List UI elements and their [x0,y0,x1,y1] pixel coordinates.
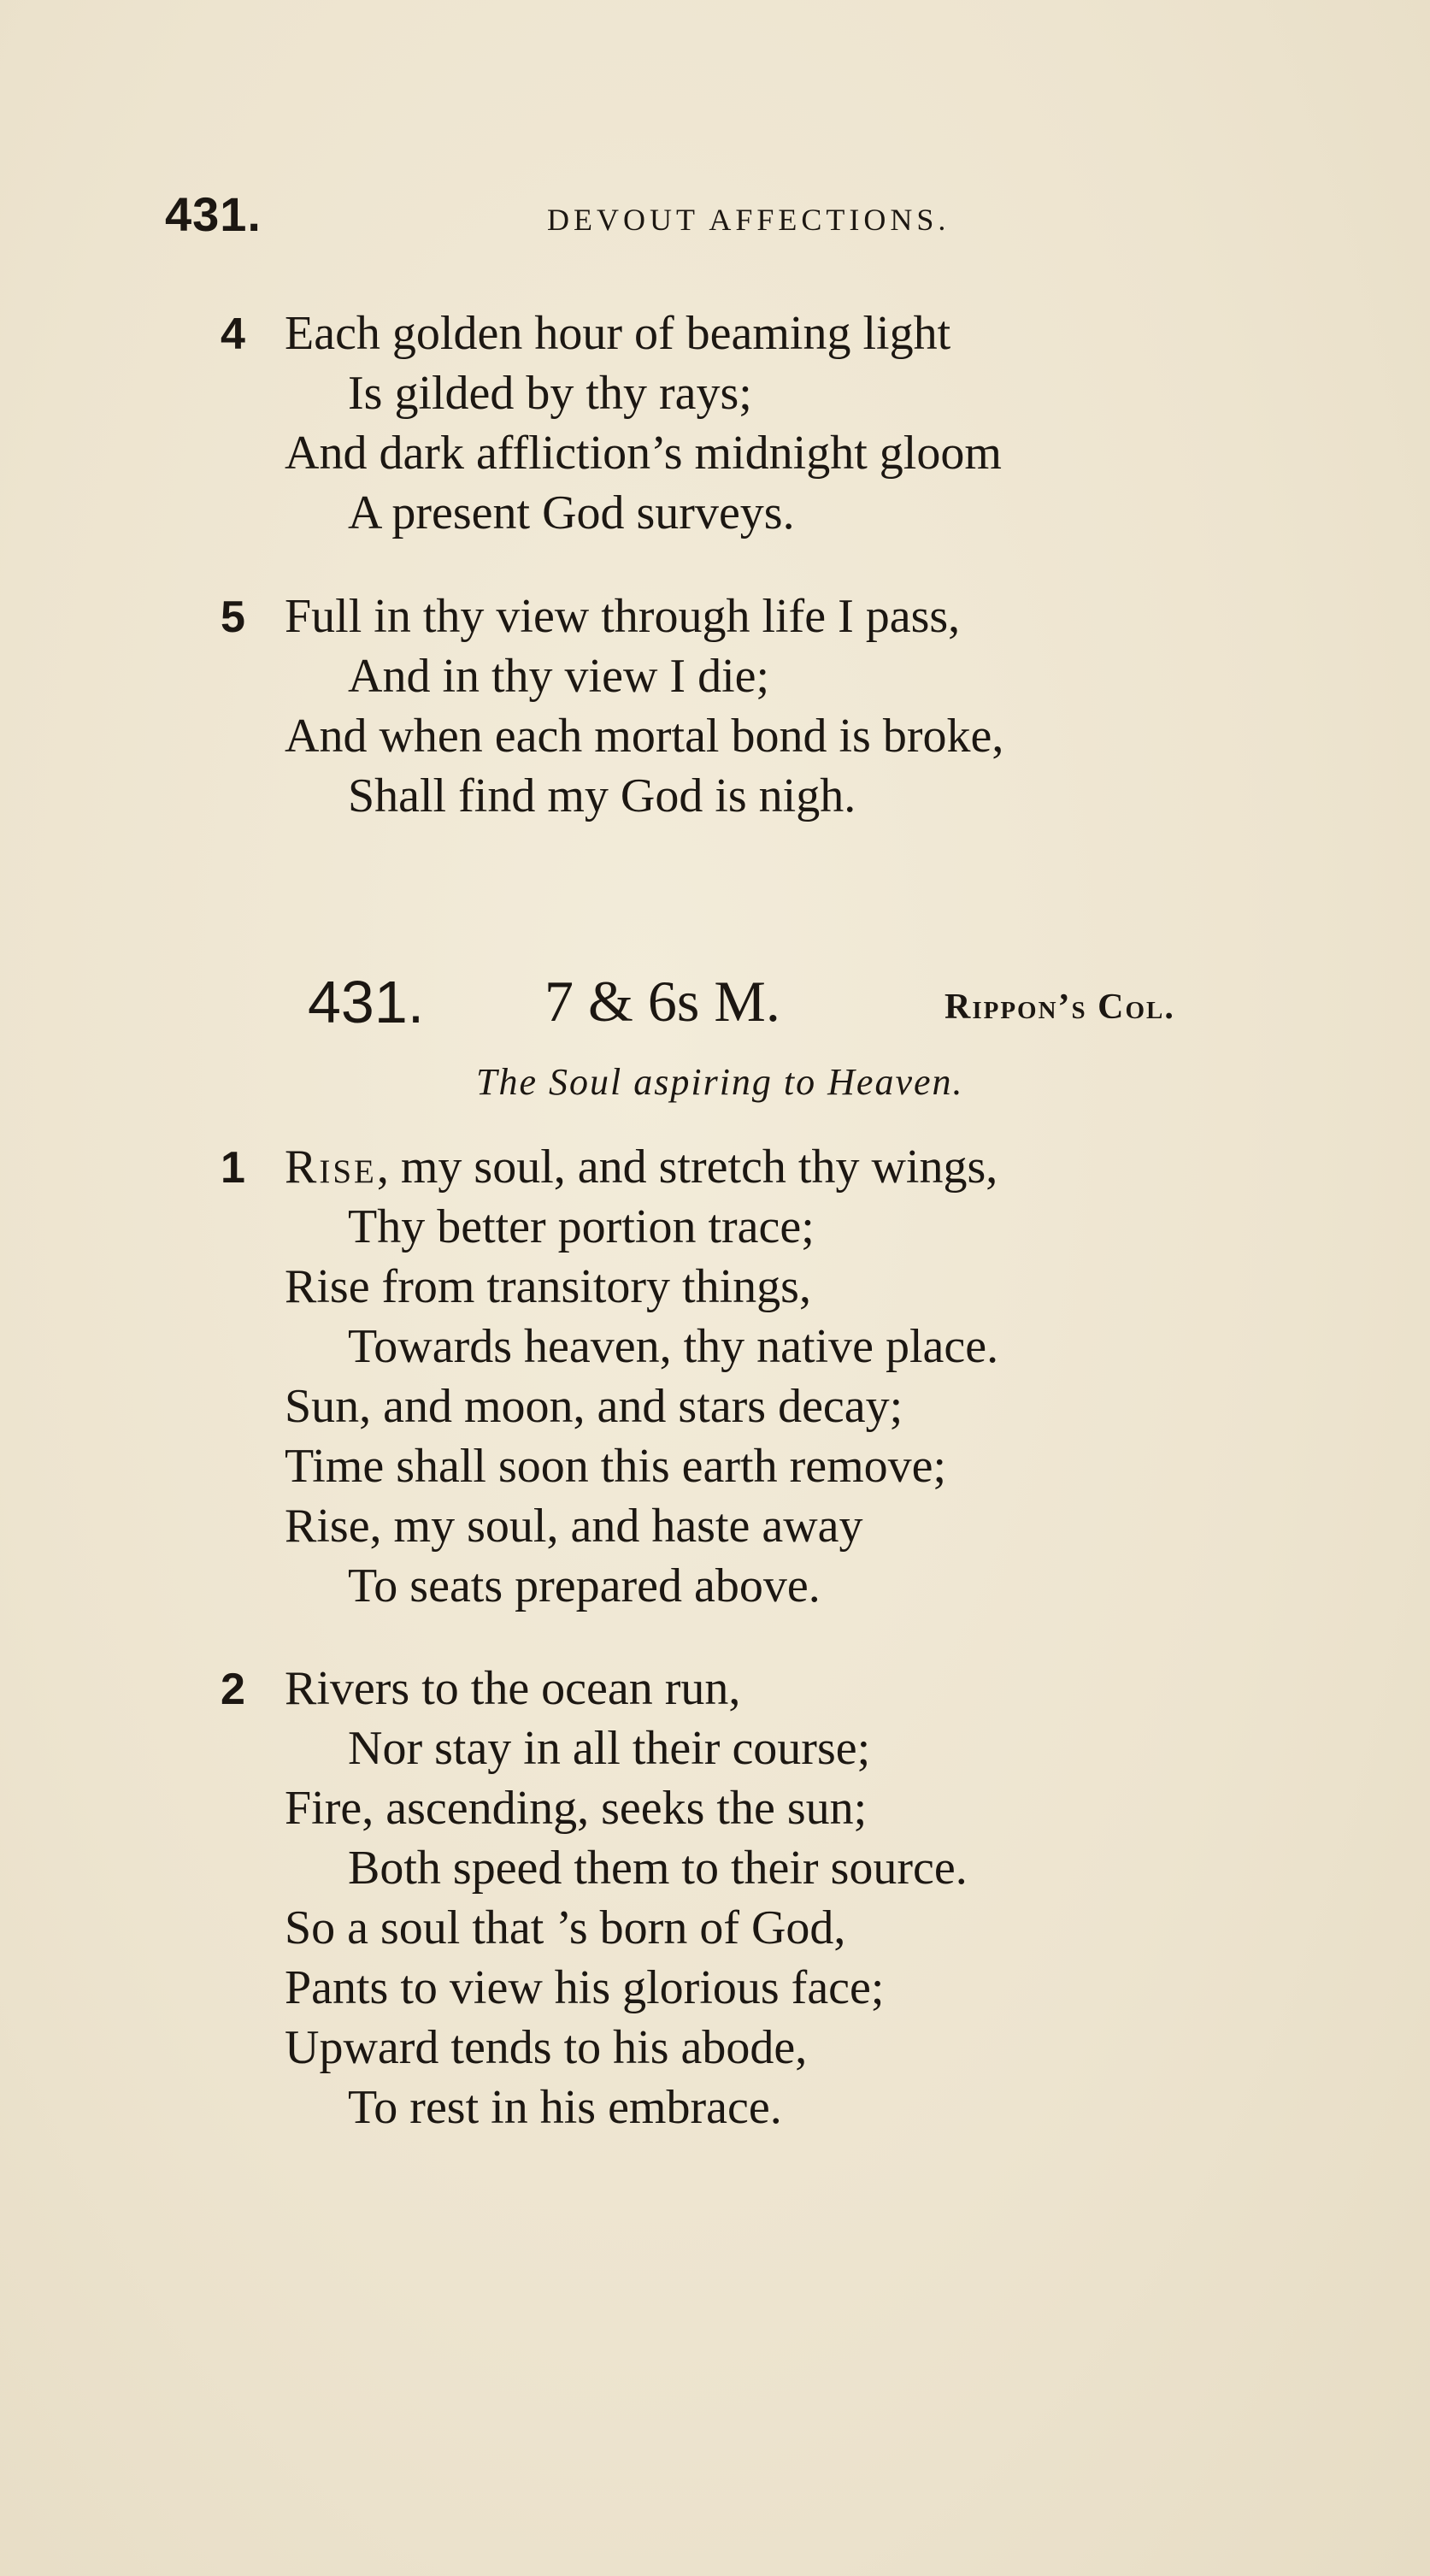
verse-first-line [285,1137,997,1197]
verse-line: Towards heaven, thy native place. [348,1320,999,1373]
verse-line: Each golden hour of beaming light [285,307,951,360]
hymn-source: Rippon’s Col. [945,987,1175,1027]
page-number: 431. [165,187,262,241]
hymn-title: The Soul aspiring to Heaven. [476,1061,964,1103]
first-line-rest: , my soul, and stretch thy wings, [376,1141,998,1194]
verse-line: Fire, ascending, seeks the sun; [285,1782,868,1835]
verse-line: Sun, and moon, and stars decay; [285,1380,903,1433]
verse-line: Upward tends to his abode, [285,2021,808,2074]
verse-line: Pants to view his glorious face; [285,1961,885,2014]
verse-line: And when each mortal bond is broke, [285,710,1004,763]
page-header [0,186,1430,246]
verse-line: Rise from transitory things, [285,1260,811,1313]
verse-line: And in thy view I die; [348,650,770,703]
verse-number: 1 [221,1143,245,1193]
verse-number: 5 [221,592,245,642]
hymn-number: 431. [308,969,425,1035]
hymn-meter: 7 & 6s M. [544,969,780,1034]
verse-line: Is gilded by thy rays; [348,367,752,420]
verse-line: To rest in his embrace. [348,2081,782,2134]
running-head: DEVOUT AFFECTIONS. [547,203,950,237]
verse-line: So a soul that ’s born of God, [285,1901,846,1954]
verse-line: Rise, my soul, and haste away [285,1500,863,1553]
verse-number: 4 [221,309,245,359]
verse-line: To seats prepared above. [348,1559,821,1612]
verse-line: Full in thy view through life I pass, [285,590,961,643]
drop-word: Rise [285,1141,377,1194]
verse-line: Both speed them to their source. [348,1842,968,1895]
verse-line: Thy better portion trace; [348,1200,815,1253]
verse-line: And dark affliction’s midnight gloom [285,427,1002,480]
verse-line: A present God surveys. [348,486,795,539]
verse-number: 2 [221,1665,245,1714]
hymn-heading [0,968,1430,1045]
verse-line: Shall find my God is nigh. [348,769,856,822]
verse-line: Time shall soon this earth remove; [285,1440,947,1493]
verse-line: Nor stay in all their course; [348,1722,871,1775]
verse-line: Rivers to the ocean run, [285,1662,741,1715]
